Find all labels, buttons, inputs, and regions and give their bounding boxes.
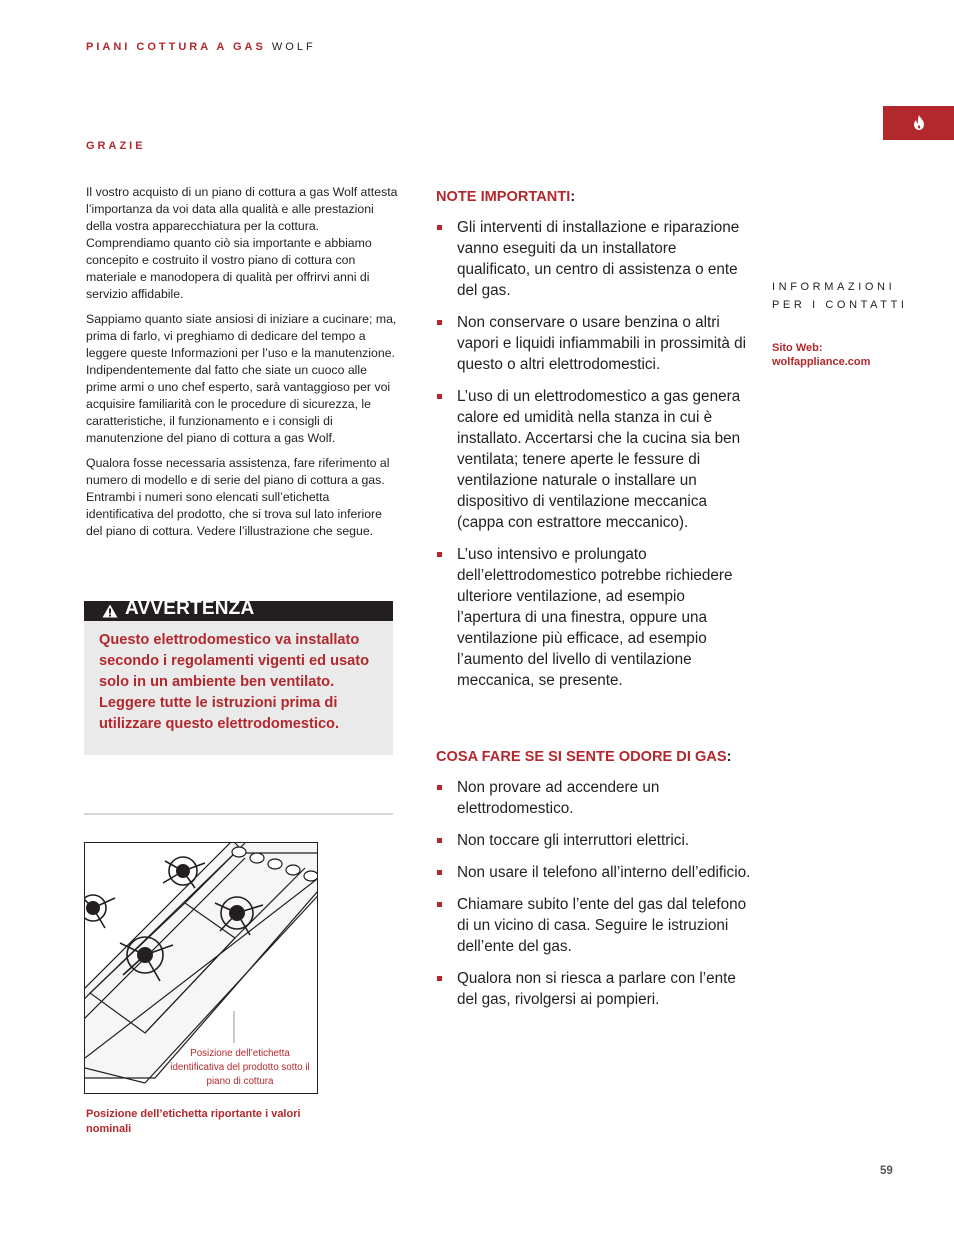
important-notes-list	[436, 217, 756, 691]
bullet-icon	[437, 838, 442, 843]
gas-smell-list	[436, 777, 756, 1010]
list-item-text: Non usare il telefono all’interno dell’edificio.	[457, 864, 751, 881]
bullet-icon	[437, 320, 442, 325]
list-item-text: Non conservare o usare benzina o altri vapori e liquidi infiammabili in prossimità di questo o altri elettrodomestici.	[457, 314, 747, 373]
contact-heading-line: INFORMAZIONI	[772, 281, 896, 293]
important-notes-title: NOTE IMPORTANTI	[436, 189, 571, 205]
bullet-icon	[437, 785, 442, 790]
website-info	[772, 341, 870, 369]
section-title: GRAZIE	[86, 140, 146, 152]
contact-heading	[772, 278, 908, 314]
list-item	[436, 312, 752, 375]
warning-icon	[102, 604, 118, 618]
divider	[84, 813, 393, 815]
list-item-text: Chiamare subito l’ente del gas dal telefono di un vicino di casa. Seguire le istruzioni dell’ente del gas.	[457, 896, 747, 955]
bullet-icon	[437, 225, 442, 230]
gas-smell-heading	[436, 749, 756, 765]
bullet-icon	[437, 976, 442, 981]
list-item-text: L’uso intensivo e prolungato dell’elettrodomestico potrebbe richiedere ulteriore ventilazione, ad esempio l’apertura di una finestra, oppure una ventilazione più efficace, ad esempio l’aumento del livello di ventilazione meccanica, se presente.	[457, 546, 733, 689]
important-notes-heading	[436, 189, 756, 205]
running-header	[86, 41, 316, 53]
gas-smell-section	[436, 749, 756, 1021]
list-item	[436, 217, 752, 301]
page-number: 59	[880, 1165, 893, 1177]
intro-paragraph: Qualora fosse necessaria assistenza, fare riferimento al numero di modello e di serie del piano di cottura a gas. Entrambi i numeri sono elencati sull’etichetta identificativa del prodotto, che si trova sul lato inferiore del piano di cottura. Vedere l’illustrazione che segue.	[86, 456, 390, 538]
list-item	[436, 862, 752, 883]
intro-paragraph: Il vostro acquisto di un piano di cottura a gas Wolf attesta l’importanza da voi data alla qualità e alle prestazioni della vostra apparecchiatura per la cottura. Comprendiamo quanto ciò sia importante e abbiamo concepito e costruito il vostro piano di cottura con materiale e manodopera di qualità per offrirvi anni di servizio affidabile.	[86, 185, 398, 301]
list-item-text: Non provare ad accendere un elettrodomestico.	[457, 779, 660, 817]
bullet-icon	[437, 870, 442, 875]
contact-heading-line: PER I CONTATTI	[772, 299, 908, 311]
figure-caption: Posizione dell’etichetta riportante i valori nominali	[86, 1108, 301, 1135]
gas-smell-title: COSA FARE SE SI SENTE ODORE DI GAS	[436, 749, 727, 765]
list-item	[436, 386, 752, 533]
warning-header	[84, 598, 393, 621]
list-item	[436, 777, 752, 819]
intro-paragraph: Sappiamo quanto siate ansiosi di iniziare a cucinare; ma, prima di farlo, vi preghiamo di dedicare del tempo a leggere queste Informazioni per l’uso e la manutenzione. Indipendentemente dal fatto che siate un cuoco alle prime armi o uno chef esperto, sarà vantaggioso per voi acquisire familiarità con le procedure di sicurezza, le caratteristiche, il funzionamento e i consigli di manutenzione del piano di cottura a gas Wolf.	[86, 312, 397, 445]
warning-text: Questo elettrodomestico va installato secondo i regolamenti vigenti ed usato solo in un ambiente ben ventilato. Leggere tutte le istruzioni prima di utilizzare questo elettrodomestico.	[99, 632, 370, 732]
header-title: PIANI COTTURA A GAS	[86, 41, 266, 53]
list-item-text: Qualora non si riesca a parlare con l’ente del gas, rivolgersi ai pompieri.	[457, 970, 736, 1008]
list-item	[436, 830, 752, 851]
bullet-icon	[437, 902, 442, 907]
website-label: Sito Web:	[772, 342, 823, 354]
intro-text	[86, 184, 400, 548]
section-tab[interactable]	[883, 106, 954, 140]
important-notes	[436, 189, 756, 702]
warning-title: AVVERTENZA	[125, 598, 255, 619]
list-item	[436, 894, 752, 957]
header-brand: WOLF	[271, 41, 316, 53]
bullet-icon	[437, 552, 442, 557]
label-callout: Posizione dell’etichetta identificativa del prodotto sotto il piano di cottura	[170, 1048, 310, 1087]
list-item	[436, 968, 752, 1010]
bullet-icon	[437, 394, 442, 399]
website-link[interactable]: wolfappliance.com	[772, 356, 871, 368]
list-item-text: Gli interventi di installazione e riparazione vanno eseguiti da un installatore qualificato, un centro di assistenza o ente del gas.	[457, 219, 740, 299]
heading-colon: :	[726, 749, 732, 765]
heading-colon: :	[570, 189, 576, 205]
list-item	[436, 544, 752, 691]
flame-icon	[913, 115, 925, 130]
list-item-text: Non toccare gli interruttori elettrici.	[457, 832, 690, 849]
list-item-text: L’uso di un elettrodomestico a gas genera calore ed umidità nella stanza in cui è installato. Accertarsi che la cucina sia ben ventilata; tenere aperte le fessure di ventilazione naturale o installare un dispositivo di ventilazione meccanica (cappa con estrattore meccanico).	[457, 388, 741, 531]
